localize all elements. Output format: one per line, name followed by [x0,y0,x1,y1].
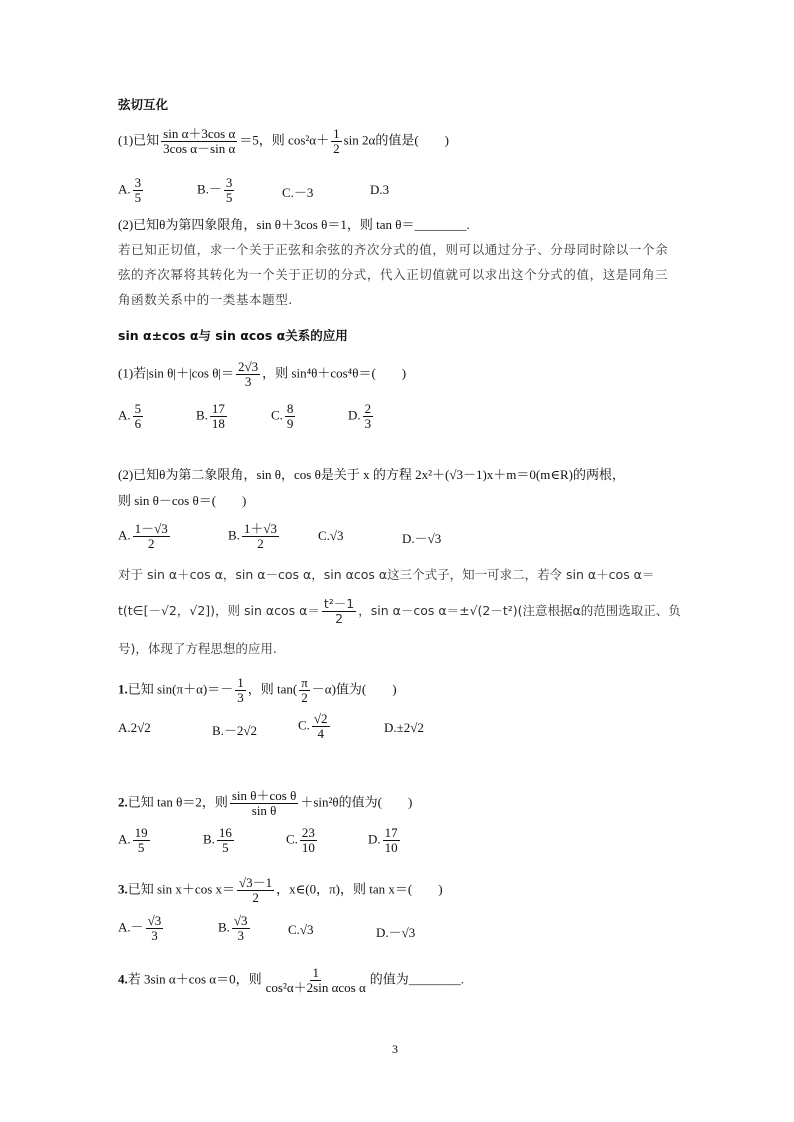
denominator: 3 [364,416,372,431]
option-label: B. [196,407,208,423]
denominator: 3 [237,928,244,943]
option-b [197,176,236,205]
numerator: 3 [225,175,233,190]
note-text: t(t∈[－√2，√2])，则 sin αcos α＝ [118,603,320,618]
exercise-4 [118,966,464,995]
fraction [383,826,400,855]
option-a [118,522,172,551]
option-b [196,402,229,431]
fraction [217,826,234,855]
denominator: 2 [335,611,344,626]
denominator: 2 [301,690,308,705]
method-note-2-line2 [118,597,681,626]
exercise-3 [118,876,443,905]
denominator: 10 [301,840,315,855]
denominator: 5 [134,190,142,205]
denominator: 6 [134,416,142,431]
exercise-number: 4. [118,971,128,987]
fraction [230,789,298,818]
numerator: 1－√3 [134,521,168,536]
option-a [118,826,152,855]
fraction [232,914,250,943]
denominator: 18 [211,416,225,431]
fraction [133,826,150,855]
option-c [271,402,297,431]
numerator: 5 [134,401,142,416]
q-text: ＝5，则 cos²α＋ [239,132,330,148]
section-heading-2: sin α±cos α与 sin αcos α关系的应用 [118,328,348,343]
fraction [242,522,279,551]
exercise-1 [118,676,397,705]
fraction [285,402,296,431]
fraction [133,402,144,431]
option-label: B. [203,831,215,847]
numerator: t²－1 [323,596,355,611]
exercise-number: 1. [118,681,128,697]
fraction [146,914,164,943]
fraction [237,876,274,905]
option-label: C. [271,407,283,423]
option-label: B. [218,919,230,935]
exercise-number: 2. [118,794,128,810]
q-text: －α)值为( ) [311,681,397,697]
option-label: D. [348,407,361,423]
option-label: D. [368,831,381,847]
option-b [203,826,236,855]
fraction [133,522,170,551]
q-text: ，x∈(0，π)，则 tan x＝( ) [276,881,443,897]
option-c: C.－3 [282,185,314,200]
fraction [264,966,368,995]
note-text: ，sin α－cos α＝±√(2－t²)(注意根据α的范围选取正、负 [358,603,681,618]
page-number: 3 [392,1042,398,1056]
option-label: A. [118,527,131,543]
option-label: B.－ [197,181,222,197]
method-note-2-line1: 对于 sin α＋cos α，sin α－cos α，sin αcos α这三个式子，知一可求二，若令 sin α＋cos α＝ [118,567,655,582]
q-text: sin 2α的值是( ) [343,132,449,148]
q-text: ，则 tan( [247,681,298,697]
exercise-number: 3. [118,881,128,897]
numerator: 23 [301,825,315,840]
option-c [298,712,332,741]
fraction [363,402,374,431]
question-2-2-line2: 则 sin θ－cos θ＝( ) [118,493,247,508]
q-text: 若 3sin α＋cos α＝0，则 [127,971,262,987]
numerator: 17 [211,401,225,416]
denominator: 9 [286,416,294,431]
option-label: A.－ [118,919,144,935]
numerator: 1 [237,675,244,690]
numerator: 1＋√3 [243,521,278,536]
option-a [118,176,145,205]
fraction [312,712,330,741]
question-2-2-line1: (2)已知θ为第二象限角，sin θ，cos θ是关于 x 的方程 2x²＋(√3－1)x＋m＝0(m∈R)的两根， [118,467,625,482]
numerator: sin θ＋cos θ [231,788,297,803]
denominator: 2 [257,536,264,551]
denominator: sin θ [251,803,277,818]
fraction [161,127,237,156]
denominator: 3 [237,690,244,705]
denominator: 5 [137,840,145,855]
q-text: (1)已知 [118,132,160,148]
exercise-2 [118,789,412,818]
option-label: A. [118,407,131,423]
option-d: D.－√3 [376,925,416,940]
denominator: 3 [244,374,252,389]
option-d [348,402,375,431]
numerator: 2√3 [238,359,259,374]
option-b: B.－2√2 [212,723,258,738]
numerator: 2 [364,401,372,416]
option-label: C. [298,717,310,733]
fraction [300,826,317,855]
fraction [210,402,227,431]
fraction [322,597,356,626]
fraction [236,360,260,389]
denominator: cos²α＋2sin αcos α [265,980,366,995]
option-b [228,522,281,551]
q-text: 的值为________. [369,971,465,987]
numerator: 16 [218,825,232,840]
option-d [368,826,402,855]
numerator: 1 [333,126,340,141]
option-label: B. [228,527,240,543]
fraction [235,676,246,705]
fraction [133,176,144,205]
numerator: 3 [134,175,142,190]
numerator: 17 [384,825,398,840]
q-text: 已知 tan θ＝2，则 [127,794,228,810]
numerator: √3－1 [239,875,273,890]
denominator: 3 [151,928,158,943]
numerator: 1 [312,965,319,980]
fraction [224,176,235,205]
q-text: 已知 sin x＋cos x＝ [127,881,236,897]
fraction [331,127,342,156]
denominator: 5 [222,840,229,855]
denominator: 2 [147,536,155,551]
numerator: 8 [286,401,294,416]
numerator: √2 [313,711,328,726]
denominator: 2 [252,890,259,905]
option-d: D.－√3 [402,531,442,546]
denominator: 3cos α－sin α [163,141,236,156]
numerator: π [301,675,308,690]
option-d: D.±2√2 [384,720,424,735]
option-c [286,826,319,855]
numerator: 19 [134,825,148,840]
q-text: ＋sin²θ的值为( ) [300,794,413,810]
q-text: (1)若|sin θ|＋|cos θ|＝ [118,365,235,381]
q-text: 已知 sin(π＋α)＝－ [127,681,234,697]
option-label: A. [118,831,131,847]
q-text: ，则 sin⁴θ＋cos⁴θ＝( ) [262,365,407,381]
question-2-1 [118,360,406,389]
option-d: D.3 [370,182,390,197]
method-note-1: 若已知正切值，求一个关于正弦和余弦的齐次分式的值，则可以通过分子、分母同时除以一个余弦的齐次幂将其转化为一个关于正切的分式，代入正切值就可以求出这个分式的值，这是同角三角函数关系中的一类基本题型. [118,242,669,307]
question-1-2: (2)已知θ为第四象限角，sin θ＋3cos θ＝1，则 tan θ＝________. [118,217,470,232]
method-note-2-line3: 号)，体现了方程思想的应用. [118,641,277,656]
section-heading-1: 弦切互化 [118,97,169,112]
option-a [118,402,145,431]
denominator: 4 [317,726,324,741]
option-label: C. [286,831,298,847]
question-1-1 [118,127,449,156]
numerator: √3 [147,913,162,928]
denominator: 5 [225,190,233,205]
numerator: sin α＋3cos α [163,126,236,141]
option-c: C.√3 [318,528,344,543]
fraction [299,676,310,705]
option-b [218,914,252,943]
denominator: 10 [384,840,398,855]
option-label: A. [118,181,131,197]
option-a: A.2√2 [118,720,151,735]
numerator: √3 [233,913,248,928]
option-a [118,914,165,943]
option-c: C.√3 [288,922,314,937]
denominator: 2 [333,141,340,156]
